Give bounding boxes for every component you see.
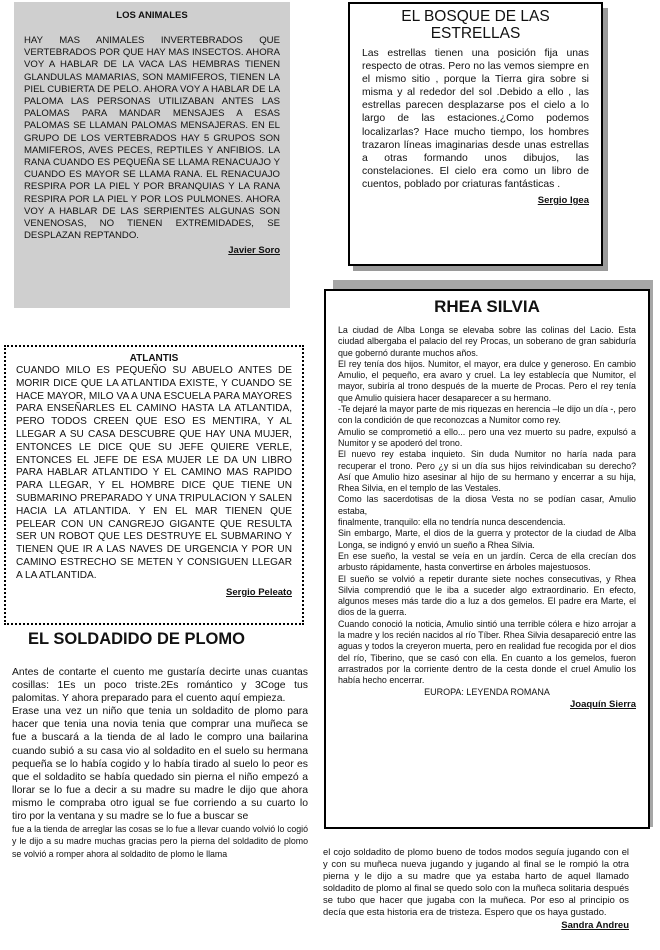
article-author: Sergio Peleato [226, 586, 292, 598]
article-body: Erase una vez un niño que tenia un soldadito de plomo para hacer que tenia una novia tenia que comprar una muñeca se fue a buscará a la tienda de al lado le compro una bailarina cuando subió a su casa vio al soldadito en el suelo su hermana pequeña se lo había cogido y lo había tirado al suelo lo peor es que el soldadito se había quedado sin pierna el niño empezó a llorar se lo fue a decir a su madre su madre le dijo que ahora mismo le compraba otro igual se fue corriendo a su cuarto lo tiro por la ventana y su madre se lo fue a buscar se [12, 706, 308, 823]
article-rhea-silvia [324, 289, 650, 829]
article-el-bosque-de-las-estrellas [348, 2, 603, 266]
paragraph: finalmente, tranquilo: ella no tendría nunca descendencia. [338, 517, 566, 528]
article-title-soldadido: EL SOLDADIDO DE PLOMO [28, 630, 245, 648]
article-author: Sergio Igea [537, 195, 589, 207]
article-body: Las estrellas tienen una posición fija unas respecto de otras. Pero no las vemos siempre en el mismo sitio , porque la Tierra gira sobre si misma y al rededor del sol .Debido a ello , las estrellas parecen desplazarse pos el cielo a lo largo de las estaciones.¿Como podemos localizarlas? Hace mucho tiempo, los hombres trazaron líneas imaginarias desde unas estrellas a otras formando unos dibujos, las constelaciones. El cielo era como un libro de cuentos, poblado por criaturas fantásticas . [362, 48, 589, 190]
paragraph: Amulio se comprometió a ello... pero una vez muerto su padre, expulsó a Numitor y se apoderó del trono. [338, 426, 636, 448]
article-body: HAY MAS ANIMALES INVERTEBRADOS QUE VERTEBRADOS POR QUE HAY MAS INSECTOS. AHORA VOY A HABLAR DE LA VACA LAS HEMBRAS TIENEN GLANDULAS MAMARIAS, SON MAMIFEROS, TIENEN LA PIEL CUBIERTA DE PELO. AHORA VOY A HABLAR DE LA PALOMA LAS PERSONAS UTILIZABAN ANTES LAS PALOMAS PARA MANDAR MENSAJES A ESAS PALOMAS SE LLAMAN PALOMAS MENSAJERAS. EN EL GRUPO DE LOS VERTEBRADOS HAY 5 GRUPOS SON MAMIFEROS, AVES PECES, REPTILES Y ANFIBIOS. LA RANA CUANDO ES PEQUEÑA SE LLAMA RENACUAJO Y CUANDO ES MAYOR SE LLAMA RANA. EL RENACUAJO RESPIRA POR LA PIEL Y POR BRANQUIAS Y LA RANA RESPIRA POR LA PIEL Y POR LOS PULMONES. AHORA VOY A HABLAR DE LAS SERPIENTES ALGUNAS SON VENENOSAS, NO TIENEN EXTREMIDADES, SE DESPLAZAN REPTANDO. [24, 35, 280, 242]
paragraph: Cuando conoció la noticia, Amulio sintió una terrible cólera e hizo arrojar a la madre y los recién nacidos al río Tíber. Rhea Silvia desapareció entre las aguas y todos la creyeron muerta, pero en realidad fue recogida por el dios del río, Tiberino, que se casó con ella. En cuanto a los gemelos, fueron arrastrados por la corriente dentro de la cesta donde el cruel Amulio los había hecho encerrar. [338, 618, 636, 686]
article-author: Javier Soro [228, 245, 280, 257]
paragraph: -Te dejaré la mayor parte de mis riquezas en herencia –le dijo un día -, pero con la condición de que reconozcas a Numitor como rey. [338, 404, 636, 426]
article-el-soldadido-de-plomo [12, 666, 308, 860]
article-body: CUANDO MILO ES PEQUEÑO SU ABUELO ANTES DE MORIR DICE QUE LA ATLANTIDA EXISTE, Y CUANDO SE HACE MAYOR, MILO VA A UNA ESCUELA PARA MAYORES PARA ENSEÑARLES EL CAMINO HASTA LA ATLANTIDA, PERO TODOS CREEN QUE ESO ES MENTIRA, Y AL LLEGAR A SU CASA DESCUBRE QUE HAY UNA MUJER, ENTONCES LE DICE QUE SU JEFE QUIERE VERLE, ENTONCES EL JEFE DE ESA MUJER LE DA UN LIBRO PARA HABLAR ATLANTIDO Y EL CAMINO MAS RAPIDO PARA LLEGAR, Y EL HOMBRE DICE QUE TIENE UN SUBMARINO PREPARADO Y UNA TRIPULACION Y SALEN HACIA LA ATLANTIDA. Y EN EL MAR TIENEN QUE PELEAR CON UN CANGREJO GIGANTE QUE RESULTA SER UN ROBOT QUE LES DESTRUYE EL SUBMARINO Y TIENEN QUE IR A LAS NAVES DE URGENCIA Y POR UN CAMINO ESTRECHO SE METEN Y CONSIGUEN LLEGAR A LA ATLANTIDA. [16, 365, 292, 581]
article-body [338, 325, 636, 687]
article-title: EL BOSQUE DE LAS ESTRELLAS [401, 8, 550, 42]
paragraph: El nuevo rey estaba inquieto. Sin duda Numitor no haría nada para recuperar el trono. Pero ¿y si un día sus hijos reivindicaban su derecho? Así que Amulio hizo asesinar al hijo de su hermano y encerrar a su hija, Rhea Silvia, en el templo de las Vestales. [338, 449, 636, 494]
paragraph: El rey tenía dos hijos. Numitor, el mayor, era dulce y generoso. En cambio Amulio, el pequeño, era avaro y cruel. La ley establecía que Numitor, el mayor, subiría al trono después de la muerte de Procas. Pero el rey tenía que Amulio quisiera hacer desaparecer a su hermano. [338, 358, 636, 403]
paragraph: El sueño se volvió a repetir durante siete noches consecutivas, y Rhea Silvia comprendió que le iba a suceder algo extraordinario. En efecto, algunos meses más tarde dio a luz a dos gemelos. El padre era Marte, el dios de la guerra. [338, 573, 636, 618]
paragraph: En ese sueño, la vestal se veía en un jardín. Cerca de ella crecían dos arbusto rápidamente, hasta convertirse en árboles majestuosos. [338, 550, 636, 573]
paragraph: Como las sacerdotisas de la diosa Vesta no se podían casar, Amulio estaba, [338, 494, 636, 516]
article-author: Sandra Andreu [561, 919, 629, 931]
article-continuation [323, 846, 629, 931]
article-atlantis [4, 345, 304, 625]
article-title: LOS ANIMALES [116, 10, 188, 21]
article-author: Joaquín Sierra [570, 698, 636, 710]
region-caption: EUROPA: LEYENDA ROMANA [424, 686, 550, 697]
paragraph: Sin embargo, Marte, el dios de la guerra y protector de la ciudad de Alba Longa, se indignó y envió un sueño a Rhea Silvia. [338, 528, 636, 550]
article-los-animales [14, 2, 290, 308]
article-intro: Antes de contarte el cuento me gustaría decirte unas cuantas cosillas: 1Es un poco triste.2Es romántico y 3Coge tus palomitas. Y ahora preparado para el cuento aquí empieza. [12, 667, 308, 705]
article-title: RHEA SILVIA [434, 297, 540, 316]
paragraph: La ciudad de Alba Longa se elevaba sobre las colinas del Lacio. Esta ciudad albergaba el palacio del rey Procas, un soberano de gran sabiduría que gobernó durante muchos años. [338, 325, 636, 358]
article-body-small: fue a la tienda de arreglar las cosas se lo fue a llevar cuando volvió lo cogió y le dijo a su madre muchas gracias pero la pierna del soldadito de plomo se volvió a romper ahora al soldadito de plomo le llama [12, 824, 308, 859]
article-body: el cojo soldadito de plomo bueno de todos modos seguía jugando con el y con su muñeca nueva jugando y jugando al final se le rompió la otra pierna y le dijo a su madre que ya estaba harto de aquel llamado soldadito de plomo al final se quedo solo con la muñeca solitaria después se tubo que hacer que jugaba con la muñeca. Por eso al principio os decía que esta historia era de tristeza. Espero que os haya gustado. [323, 846, 629, 918]
article-title: ATLANTIS [129, 353, 179, 364]
